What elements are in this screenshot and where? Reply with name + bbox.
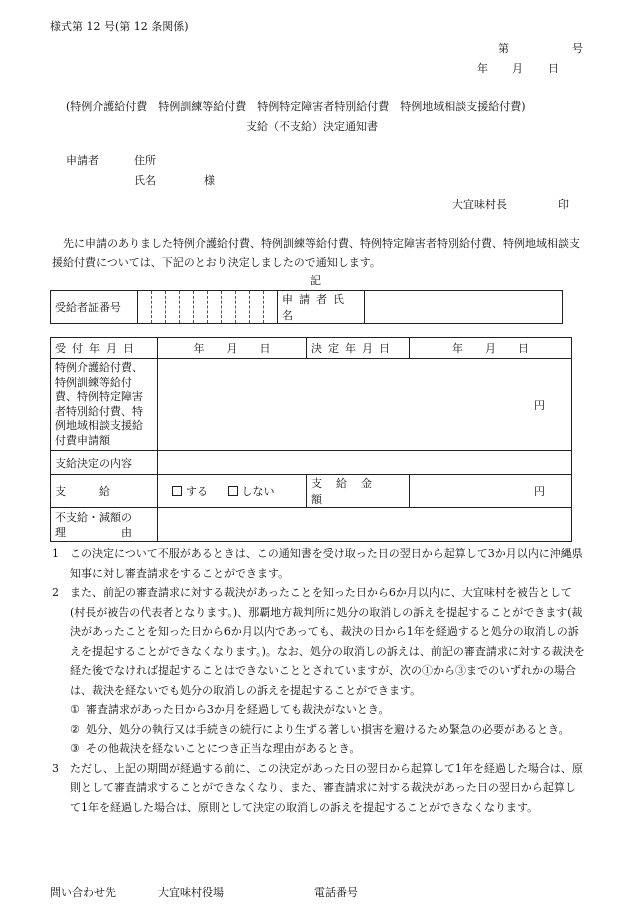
notes-section xyxy=(52,544,586,817)
intro-text: 先に申請のありました特例介護給付費、特例訓練等給付費、特例特定障害者特別給付費、特例地域相談支援給付費については、下記のとおり決定しましたので通知します。 xyxy=(52,237,580,269)
decision-content-value[interactable] xyxy=(158,451,572,475)
contact-office: 大宜味村役場 xyxy=(158,886,224,899)
applicant-name-label: 申請者氏名 xyxy=(278,291,365,324)
cert-digit-cell[interactable] xyxy=(236,291,250,324)
note-number: 3 xyxy=(52,761,59,775)
cert-digit-cell[interactable] xyxy=(180,291,194,324)
note-item xyxy=(52,759,586,818)
subitem-text: 処分、処分の執行又は手続きの続行により生ずる著しい損害を避けるため緊急の必要があるとき。 xyxy=(86,722,570,736)
cert-digit-cell[interactable] xyxy=(264,291,278,324)
note-text: この決定について不服があるときは、この通知書を受け取った日の翌日から起算して3か月以内に沖縄県知事に対し審査請求をすることができます。 xyxy=(70,547,583,580)
doc-number-prefix: 第 xyxy=(498,42,509,55)
cert-digit-cell[interactable] xyxy=(208,291,222,324)
reason-label-line2: 理 由 xyxy=(55,525,132,539)
cert-digit-cell[interactable] xyxy=(166,291,180,324)
decision-date-label: 決定年月日 xyxy=(307,338,410,359)
date-day: 日 xyxy=(548,62,559,75)
payment-amount-value[interactable] xyxy=(410,475,572,508)
issuer-name: 大宜味村長 xyxy=(452,198,507,211)
reason-label-line1: 不支給・減額の xyxy=(55,510,132,524)
note-text: また、前記の審査請求に対する裁決があったことを知った日から6か月以内に、大宜味村を被告として(村長が被告の代表者となります。)、那覇地方裁判所に処分の取消しの訴えを提起することができます(裁決があったことを知った日から6か月以内であっても、裁決の日から1年を経過すると処分の取消しの訴えを提起することができなくなります。)。なお、処分の取消しの訴えは、前記の審査請求に対する裁決を経た後でなければ提起することはできないこととされていますが、次の①から③までのいずれかの場合は、裁決を経ないでも処分の取消しの訴えを提起することができます。 xyxy=(70,586,585,697)
cert-digit-cell[interactable] xyxy=(250,291,264,324)
subitem-number: ② xyxy=(70,722,80,736)
date-month: 月 xyxy=(512,62,523,75)
cert-digit-cell[interactable] xyxy=(152,291,166,324)
checkbox-no[interactable] xyxy=(228,486,238,496)
title-line1: (特例介護給付費 特例訓練等給付費 特例特定障害者特別給付費 特例地域相談支援給付費) xyxy=(66,100,526,113)
form-number: 様式第 12 号(第 12 条関係) xyxy=(50,20,189,33)
subitem-text: 審査請求があった日から3か月を経過しても裁決がないとき。 xyxy=(86,703,390,716)
payment-amount-label: 支給金額 xyxy=(307,475,410,508)
note-number: 2 xyxy=(52,586,59,599)
applicant-label: 申請者 xyxy=(66,154,99,167)
cert-digit-cell[interactable] xyxy=(222,291,236,324)
reason-value[interactable] xyxy=(158,508,572,542)
ki-label: 記 xyxy=(310,274,321,287)
yen-unit: 円 xyxy=(534,485,545,498)
doc-number-suffix: 号 xyxy=(572,42,583,55)
subitem-text: その他裁決を経ないことにつき正当な理由があるとき。 xyxy=(86,742,361,755)
received-date-value[interactable]: 年 月 日 xyxy=(158,338,307,359)
reason-label xyxy=(51,508,158,542)
decision-date-value[interactable]: 年 月 日 xyxy=(410,338,572,359)
amount-requested-value[interactable] xyxy=(158,359,572,451)
applicant-name-field[interactable] xyxy=(365,291,563,324)
date-year: 年 xyxy=(477,62,488,75)
note-subitem xyxy=(56,720,586,740)
address-label: 住所 xyxy=(134,154,156,167)
payment-label: 支 給 xyxy=(51,475,158,508)
note-text: ただし、上記の期間が経過する前に、この決定があった日の翌日から起算して1年を経過した場合は、原則として審査請求することができなくなり、また、審査請求に対する裁決があった日の翌日から起算して1年を経過した場合は、原則として決定の取消しの訴えを提起することができなくなります。 xyxy=(70,761,583,814)
cert-table xyxy=(50,290,563,324)
name-label: 氏名 xyxy=(134,174,156,187)
cert-number-label: 受給者証番号 xyxy=(51,291,138,324)
amount-requested-label: 特例介護給付費、特例訓練等給付費、特例特定障害者特別給付費、特例地域相談支援給付費申請額 xyxy=(51,359,158,451)
subitem-number: ③ xyxy=(70,742,80,755)
note-subitem xyxy=(56,700,586,720)
option-no-label: しない xyxy=(241,485,275,498)
note-item xyxy=(52,583,586,700)
note-number: 1 xyxy=(52,547,59,560)
title-line2: 支給（不支給）決定通知書 xyxy=(246,120,378,133)
received-date-label: 受付年月日 xyxy=(51,338,158,359)
cert-digit-cell[interactable] xyxy=(194,291,208,324)
contact-label: 問い合わせ先 xyxy=(50,886,116,899)
yen-unit: 円 xyxy=(534,398,545,412)
honorific: 様 xyxy=(204,174,215,187)
note-item xyxy=(52,544,586,583)
payment-options xyxy=(158,475,307,508)
phone-label: 電話番号 xyxy=(314,886,358,899)
decision-content-label: 支給決定の内容 xyxy=(51,451,158,475)
seal-mark: 印 xyxy=(558,198,569,211)
main-table xyxy=(50,337,572,542)
subitem-number: ① xyxy=(70,703,80,716)
checkbox-yes[interactable] xyxy=(172,486,182,496)
option-yes-label: する xyxy=(186,485,208,498)
cert-digit-cell[interactable] xyxy=(138,291,152,324)
note-subitem xyxy=(56,739,586,759)
